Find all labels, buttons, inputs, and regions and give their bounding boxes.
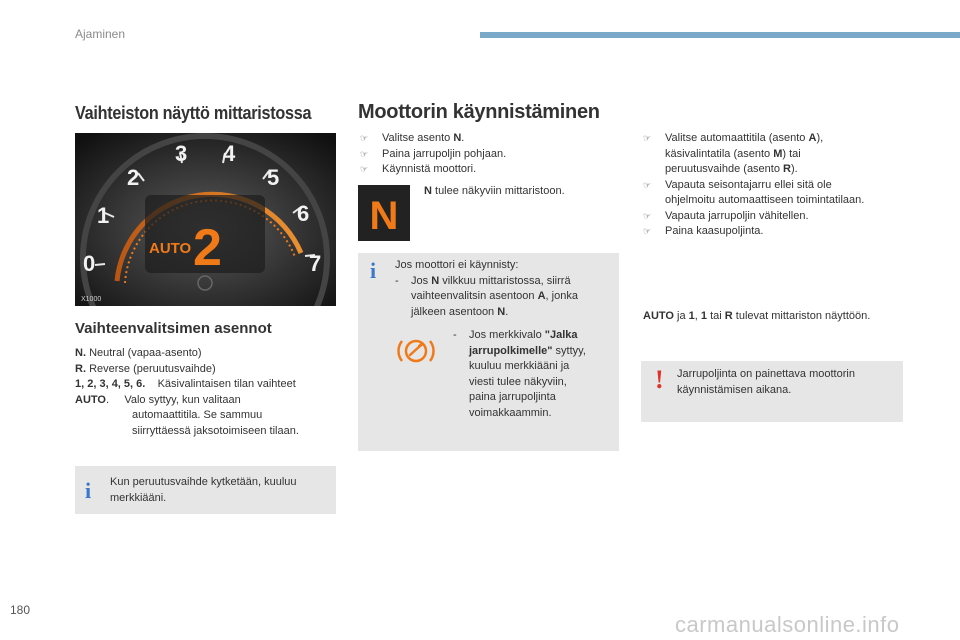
brake-warning-box: ! Jarrupoljinta on painettava moottorin käynnistämisen aikana. xyxy=(641,361,903,422)
gauge-number-5: 5 xyxy=(267,165,280,190)
engine-start-title: Moottorin käynnistäminen xyxy=(358,101,600,123)
gauge-number-3: 3 xyxy=(175,141,188,166)
start-info-box: i Jos moottori ei käynnisty: - Jos N vilkkuu mittaristossa, siirrä vaihteenvalitsin asentoon A, jonka jälkeen asentoon N. - Jos merkkivalo "Jalka jarrupolkimelle" syttyy, kuuluu merkkiääni ja viesti tulee näkyviin, paina jarrupoljinta voimakkaammin. xyxy=(358,253,619,451)
gauge-auto-label: AUTO xyxy=(149,240,192,257)
list-item: ☞ Valitse automaattitila (asento A), käsivalintatila (asento M) tai peruutusvaihde (asento R). xyxy=(643,131,913,178)
selector-positions-title: Vaihteenvalitsimen asennot xyxy=(75,320,272,337)
gauge-number-7: 7 xyxy=(309,251,322,276)
tachometer-illustration xyxy=(75,133,336,306)
position-n: N. Neutral (vapaa-asento) xyxy=(75,347,202,359)
n-display-icon xyxy=(358,185,410,241)
list-item: ☞ Käynnistä moottori. xyxy=(360,162,615,178)
warning-exclamation-icon: ! xyxy=(655,365,664,394)
info-icon: i xyxy=(85,478,92,503)
gauge-number-6: 6 xyxy=(297,201,310,226)
position-auto: AUTO. Valo syttyy, kun valitaan xyxy=(75,393,241,406)
brake-pedal-warning-icon xyxy=(396,335,436,367)
header-accent-bar xyxy=(480,32,960,38)
positions-list: N. Neutral (vapaa-asento) R. Reverse (peruutusvaihde) 1, 2, 3, 4, 5, 6. Käsivalintaisen tilan vaihteet AUTO. Valo syttyy, kun valitaan automaattitila. Se sammuu siirryttäessä jaksotoimiseen tilaan. xyxy=(75,346,337,439)
auto-steps-list xyxy=(643,131,913,240)
start-steps-list xyxy=(360,131,615,178)
list-item: ☞ Vapauta seisontajarru ellei sitä ole ohjelmoitu automaattiseen toimintatilaan. xyxy=(643,178,913,209)
list-item: ☞ Vapauta jarrupoljin vähitellen. xyxy=(643,209,913,225)
gauge-scale-label: X1000 xyxy=(81,296,102,303)
svg-text:N: N xyxy=(369,194,399,238)
gauge-number-4: 4 xyxy=(223,141,236,166)
auto-display-note: AUTO ja 1, 1 tai R tulevat mittariston näyttöön. xyxy=(643,310,871,322)
gauge-number-2: 2 xyxy=(127,165,140,190)
position-manual: 1, 2, 3, 4, 5, 6. Käsivalintaisen tilan vaihteet xyxy=(75,378,296,390)
gauge-number-1: 1 xyxy=(97,203,110,228)
position-r: R. Reverse (peruutusvaihde) xyxy=(75,362,216,375)
list-item: ☞ Paina kaasupoljinta. xyxy=(643,224,913,240)
instrument-gauge-image xyxy=(75,133,336,306)
info-icon: i xyxy=(370,258,377,283)
gauge-gear-digit: 2 xyxy=(193,219,222,277)
watermark: carmanualsonline.info xyxy=(675,612,900,637)
gauge-number-0: 0 xyxy=(83,251,96,276)
page-number: 180 xyxy=(10,603,31,617)
list-item: ☞ Valitse asento N. xyxy=(360,131,615,147)
n-display-text: N tulee näkyviin mittaristoon. xyxy=(424,185,565,197)
section-header: Ajaminen xyxy=(75,27,126,41)
gear-display-title: Vaihteiston näyttö mittaristossa xyxy=(75,103,312,123)
reverse-info-box: i Kun peruutusvaihde kytketään, kuuluu merkkiääni. xyxy=(75,466,336,514)
list-item: ☞ Paina jarrupoljin pohjaan. xyxy=(360,147,615,163)
